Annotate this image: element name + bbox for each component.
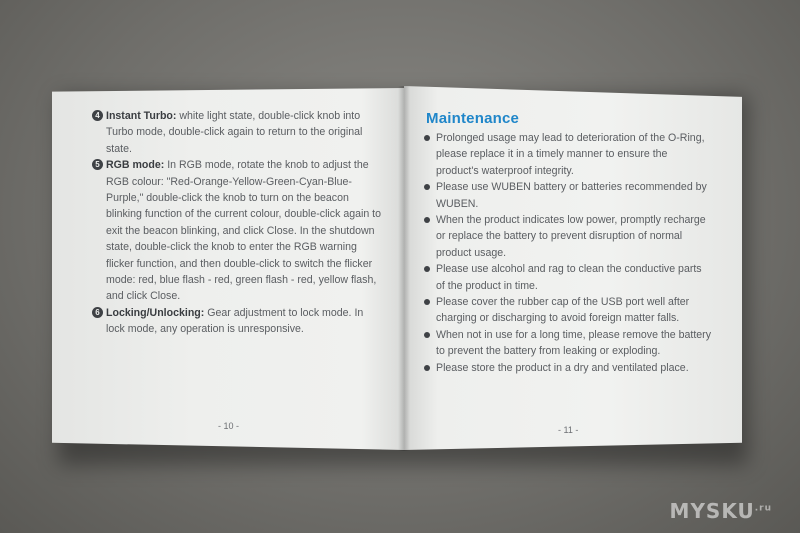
list-item <box>422 294 712 327</box>
list-item <box>422 261 712 294</box>
item-text: In RGB mode, rotate the knob to adjust the RGB colour: "Red-Orange-Yellow-Green-Cyan-Blue-Purple," double-click the knob to turn on the beacon blinking function of the current colour, double-click again to exit the beacon blinking, and click Close. In the shutdown state, double-click the knob to enter the RGB warning flicker function, and then double-click to switch the flicker mode: red, blue flash - red, green flash - red, yellow flash, and click Close. <box>106 159 382 303</box>
maintenance-list <box>422 130 712 376</box>
list-item-text: Please use WUBEN battery or batteries recommended by WUBEN. <box>436 181 707 210</box>
list-item-text: Please store the product in a dry and ventilated place. <box>436 361 689 374</box>
watermark-text: MYSKU <box>669 499 755 523</box>
list-item <box>422 212 712 261</box>
watermark-logo <box>670 499 772 523</box>
list-item-text: When the product indicates low power, promptly recharge or replace the battery to prevent disruption of normal product usage. <box>436 214 706 259</box>
manual-item-rgb-mode <box>92 157 384 305</box>
bullet-icon <box>424 135 430 141</box>
list-item-text: Prolonged usage may lead to deterioration of the O-Ring, please replace it in a timely manner to ensure the product's waterproof integrity. <box>436 132 705 177</box>
page-number-right: - 11 - <box>558 425 579 435</box>
item-text: Gear adjustment to lock mode. In lock mode, any operation is unresponsive. <box>106 306 364 336</box>
maintenance-heading: Maintenance <box>426 110 520 127</box>
bullet-icon <box>424 365 430 371</box>
list-item-text: Please cover the rubber cap of the USB port well after charging or discharging to avoid foreign matter falls. <box>436 296 690 325</box>
bullet-icon <box>424 184 430 190</box>
number-badge-icon: 4 <box>92 110 103 121</box>
item-title: RGB mode: <box>106 159 165 172</box>
list-item-text: When not in use for a long time, please remove the battery to prevent the battery from leaking or exploding. <box>436 328 711 358</box>
page-number-left: - 10 - <box>218 421 240 431</box>
watermark-suffix: .ru <box>754 503 772 514</box>
left-page-text <box>92 108 384 338</box>
list-item <box>422 360 712 376</box>
bullet-icon <box>424 332 430 338</box>
list-item <box>422 179 712 212</box>
item-title: Instant Turbo: <box>106 110 177 122</box>
right-page-text <box>422 130 712 376</box>
bullet-icon <box>424 217 430 223</box>
book-spine <box>398 86 410 451</box>
bullet-icon <box>424 299 430 305</box>
manual-item-locking <box>92 305 384 338</box>
number-badge-icon: 5 <box>92 159 103 170</box>
list-item <box>422 130 712 179</box>
list-item <box>422 327 712 360</box>
bullet-icon <box>424 266 430 272</box>
item-title: Locking/Unlocking: <box>106 306 205 319</box>
manual-item-instant-turbo <box>92 108 384 157</box>
item-text: white light state, double-click knob into Turbo mode, double-click again to return to the original state. <box>106 110 363 155</box>
list-item-text: Please use alcohol and rag to clean the conductive parts of the product in time. <box>436 263 702 292</box>
number-badge-icon: 6 <box>92 307 103 318</box>
